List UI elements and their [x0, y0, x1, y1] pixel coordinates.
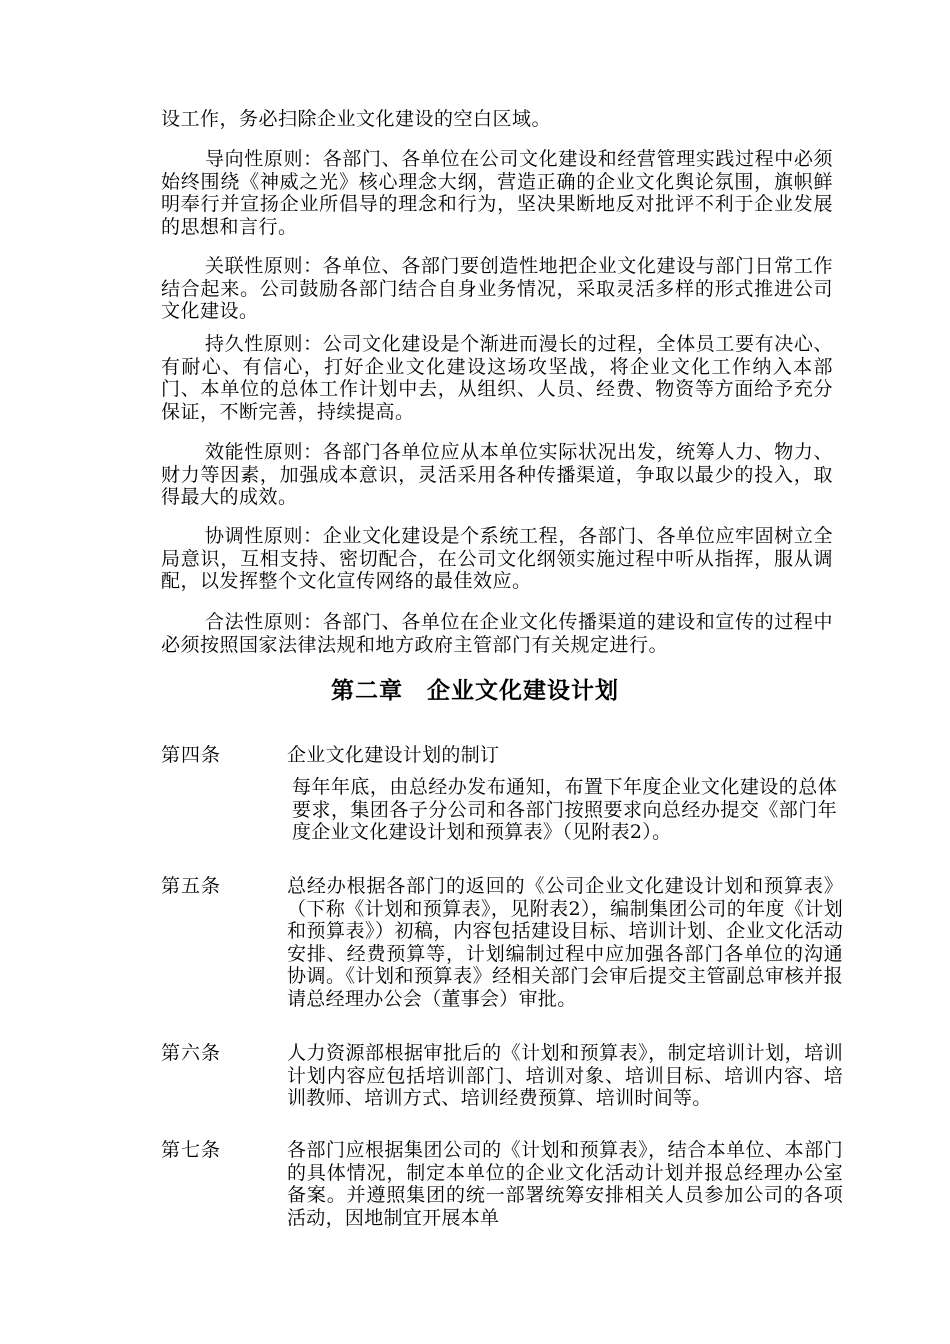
paragraph-association-principle: 关联性原则：各单位、各部门要创造性地把企业文化建设与部门日常工作结合起来。公司鼓励各部门结合自身业务情况，采取灵活多样的形式推进公司文化建设。 [161, 255, 833, 322]
article-5-label: 第五条 [161, 875, 222, 897]
paragraph-guidance-principle: 导向性原则：各部门、各单位在公司文化建设和经营管理实践过程中必须始终围绕《神威之光》核心理念大纲，营造正确的企业文化舆论氛围，旗帜鲜明奉行并宣扬企业所倡导的理念和行为，坚决果断地反对批评不利于企业发展的思想和言行。 [161, 148, 833, 238]
article-4-title: 企业文化建设计划的制订 [287, 744, 500, 766]
article-5-body: 总经办根据各部门的返回的《公司企业文化建设计划和预算表》（下称《计划和预算表》，见附表2），编制集团公司的年度《计划和预算表》）初稿，内容包括建设目标、培训计划、企业文化活动安排、经费预算等，计划编制过程中应加强各部门各单位的沟通协调。《计划和预算表》经相关部门会审后提交主管副总审核并报请总经理办公会（董事会）审批。 [287, 875, 843, 1010]
article-6-body: 人力资源部根据审批后的《计划和预算表》，制定培训计划，培训计划内容应包括培训部门、培训对象、培训目标、培训内容、培训教师、培训方式、培训经费预算、培训时间等。 [287, 1042, 843, 1109]
article-7-body: 各部门应根据集团公司的《计划和预算表》，结合本单位、本部门的具体情况，制定本单位的企业文化活动计划并报总经理办公室备案。并遵照集团的统一部署统筹安排相关人员参加公司的各项活动，因地制宜开展本单 [287, 1139, 843, 1229]
article-6-label: 第六条 [161, 1042, 222, 1064]
article-7-label: 第七条 [161, 1139, 222, 1161]
paragraph-legality-principle: 合法性原则：各部门、各单位在企业文化传播渠道的建设和宣传的过程中必须按照国家法律法规和地方政府主管部门有关规定进行。 [161, 611, 833, 656]
paragraph-persistence-principle: 持久性原则：公司文化建设是个渐进而漫长的过程，全体员工要有决心、有耐心、有信心，打好企业文化建设这场攻坚战，将企业文化工作纳入本部门、本单位的总体工作计划中去，从组织、人员、经费、物资等方面给予充分保证，不断完善，持续提高。 [161, 333, 833, 423]
paragraph-coordination-principle: 协调性原则：企业文化建设是个系统工程，各部门、各单位应牢固树立全局意识，互相支持、密切配合，在公司文化纲领实施过程中听从指挥，服从调配，以发挥整个文化宣传网络的最佳效应。 [161, 525, 833, 592]
paragraph-continuation: 设工作，务必扫除企业文化建设的空白区域。 [161, 108, 552, 130]
chapter-title: 第二章 企业文化建设计划 [331, 678, 619, 704]
article-4-label: 第四条 [161, 744, 222, 766]
paragraph-efficiency-principle: 效能性原则：各部门各单位应从本单位实际状况出发，统筹人力、物力、财力等因素，加强成本意识，灵活采用各种传播渠道，争取以最少的投入，取得最大的成效。 [161, 441, 833, 508]
article-4-body: 每年年底，由总经办发布通知，布置下年度企业文化建设的总体要求，集团各子分公司和各部门按照要求向总经办提交《部门年度企业文化建设计划和预算表》（见附表2）。 [292, 776, 837, 843]
